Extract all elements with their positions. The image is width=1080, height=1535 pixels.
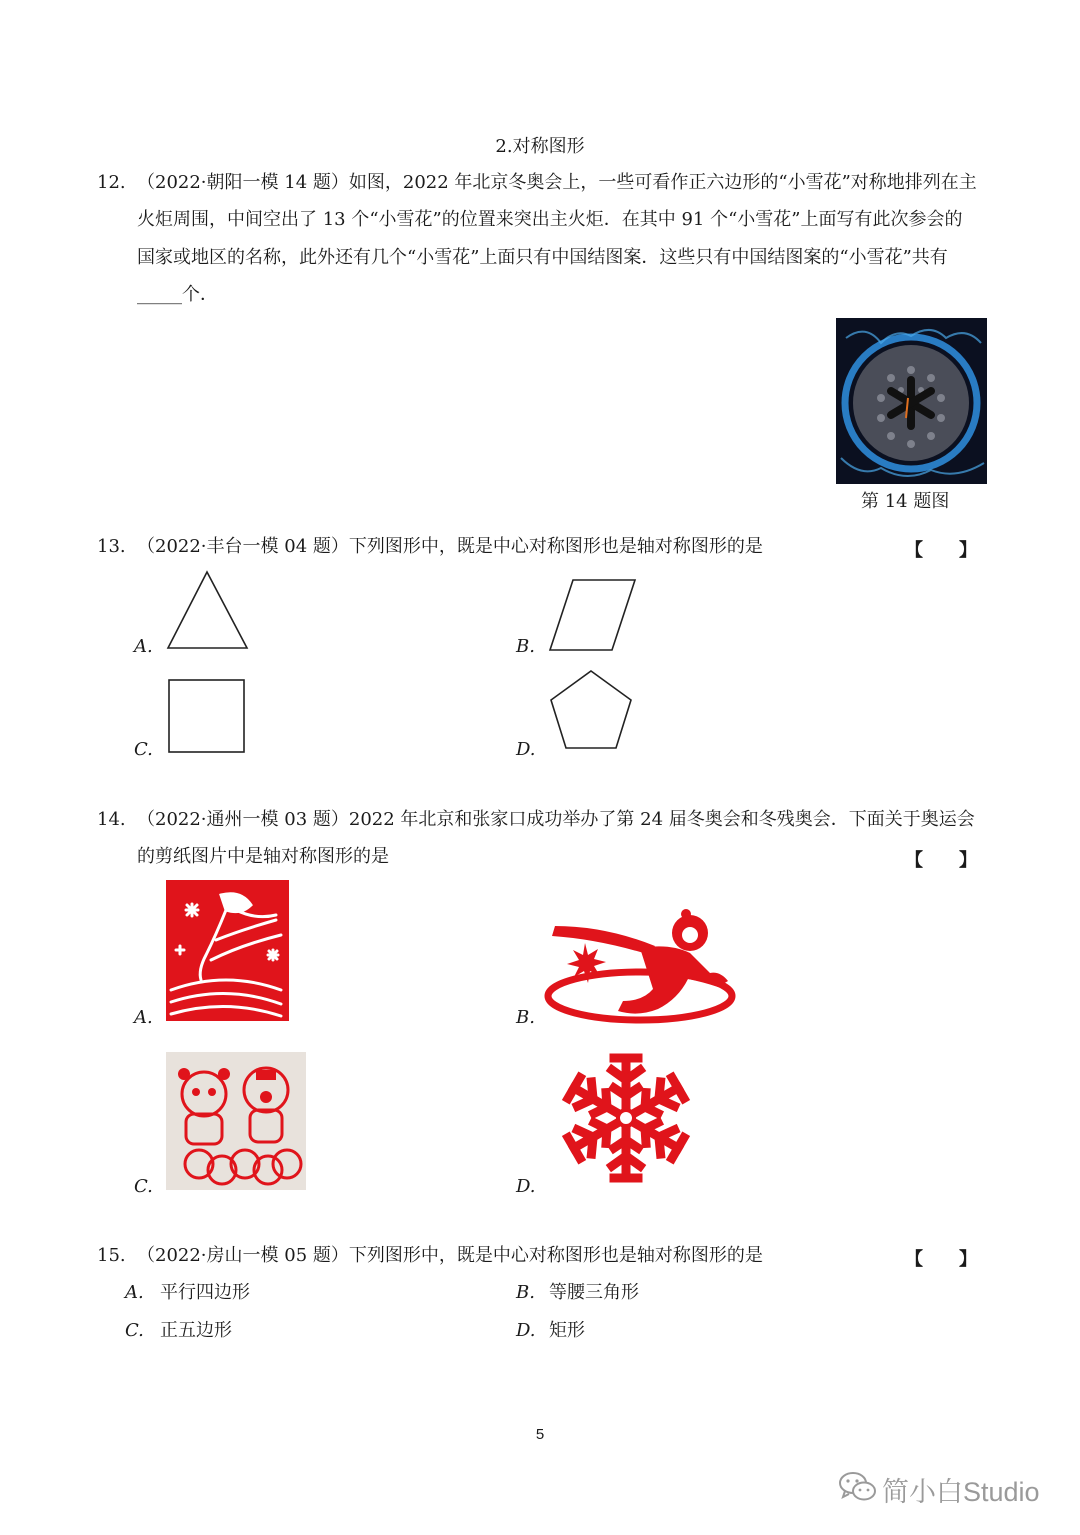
q12-number: 12. <box>97 172 126 193</box>
papercut-skater-image <box>166 880 289 1021</box>
page-number: 5 <box>535 1426 545 1443</box>
triangle-shape <box>160 566 255 656</box>
q15-option-c-text: 正五边形 <box>160 1320 232 1341</box>
q12-figure-caption: 第 14 题图 <box>861 491 950 512</box>
q13-option-b-label: B. <box>516 636 535 657</box>
q14-line-2: 的剪纸图片中是轴对称图形的是 <box>137 846 389 867</box>
q13-number: 13. <box>97 536 126 557</box>
q14-option-b-label: B. <box>516 1007 535 1028</box>
q13-option-d-label: D. <box>516 739 536 760</box>
q15-text: （2022·房山一模 05 题）下列图形中，既是中心对称图形也是轴对称图形的是 <box>137 1245 763 1266</box>
q15-option-a-text: 平行四边形 <box>160 1282 250 1303</box>
q12-line-4: _____个． <box>137 284 218 305</box>
parallelogram-shape <box>545 576 645 656</box>
square-shape <box>165 676 250 756</box>
q12-line-2: 火炬周围，中间空出了 13 个“小雪花”的位置来突出主火炬．在其中 91 个“小雪花”上面写有此次参会的 <box>137 209 963 230</box>
q15-option-d-label: D. <box>516 1320 536 1341</box>
q13-option-a-label: A. <box>134 636 153 657</box>
q14-line-1: （2022·通州一模 03 题）2022 年北京和张家口成功举办了第 24 届冬奥会和冬残奥会．下面关于奥运会 <box>137 809 975 830</box>
q12-torch-figure <box>836 318 987 484</box>
q13-text: （2022·丰台一模 04 题）下列图形中，既是中心对称图形也是轴对称图形的是 <box>137 536 763 557</box>
papercut-mascots-image <box>166 1052 306 1190</box>
q14-option-a-label: A. <box>134 1007 153 1028</box>
q14-number: 14. <box>97 809 126 830</box>
section-title: 2.对称图形 <box>495 136 585 157</box>
q12-line-1: （2022·朝阳一模 14 题）如图，2022 年北京冬奥会上，一些可看作正六边形的“小雪花”对称地排列在主 <box>137 172 977 193</box>
q15-option-c-label: C. <box>125 1320 144 1341</box>
watermark-text: 简小白Studio <box>882 1477 1040 1507</box>
q15-answer-bracket: 【 】 <box>905 1249 977 1270</box>
q12-line-3: 国家或地区的名称，此外还有几个“小雪花”上面只有中国结图案．这些只有中国结图案的“小雪花”共有 <box>137 247 948 268</box>
q14-option-c-label: C. <box>134 1176 153 1197</box>
q13-option-c-label: C. <box>134 739 153 760</box>
q15-option-d-text: 矩形 <box>549 1320 585 1341</box>
papercut-skier-image <box>545 908 735 1024</box>
pentagon-shape <box>544 666 639 756</box>
papercut-snowflake-image <box>560 1052 692 1184</box>
q15-option-b-label: B. <box>516 1282 535 1303</box>
q15-option-b-text: 等腰三角形 <box>549 1282 639 1303</box>
q15-option-a-label: A. <box>125 1282 144 1303</box>
q15-number: 15. <box>97 1245 126 1266</box>
q14-answer-bracket: 【 】 <box>905 850 977 871</box>
q14-option-d-label: D. <box>516 1176 536 1197</box>
q13-answer-bracket: 【 】 <box>905 540 977 561</box>
wechat-icon <box>838 1470 878 1504</box>
